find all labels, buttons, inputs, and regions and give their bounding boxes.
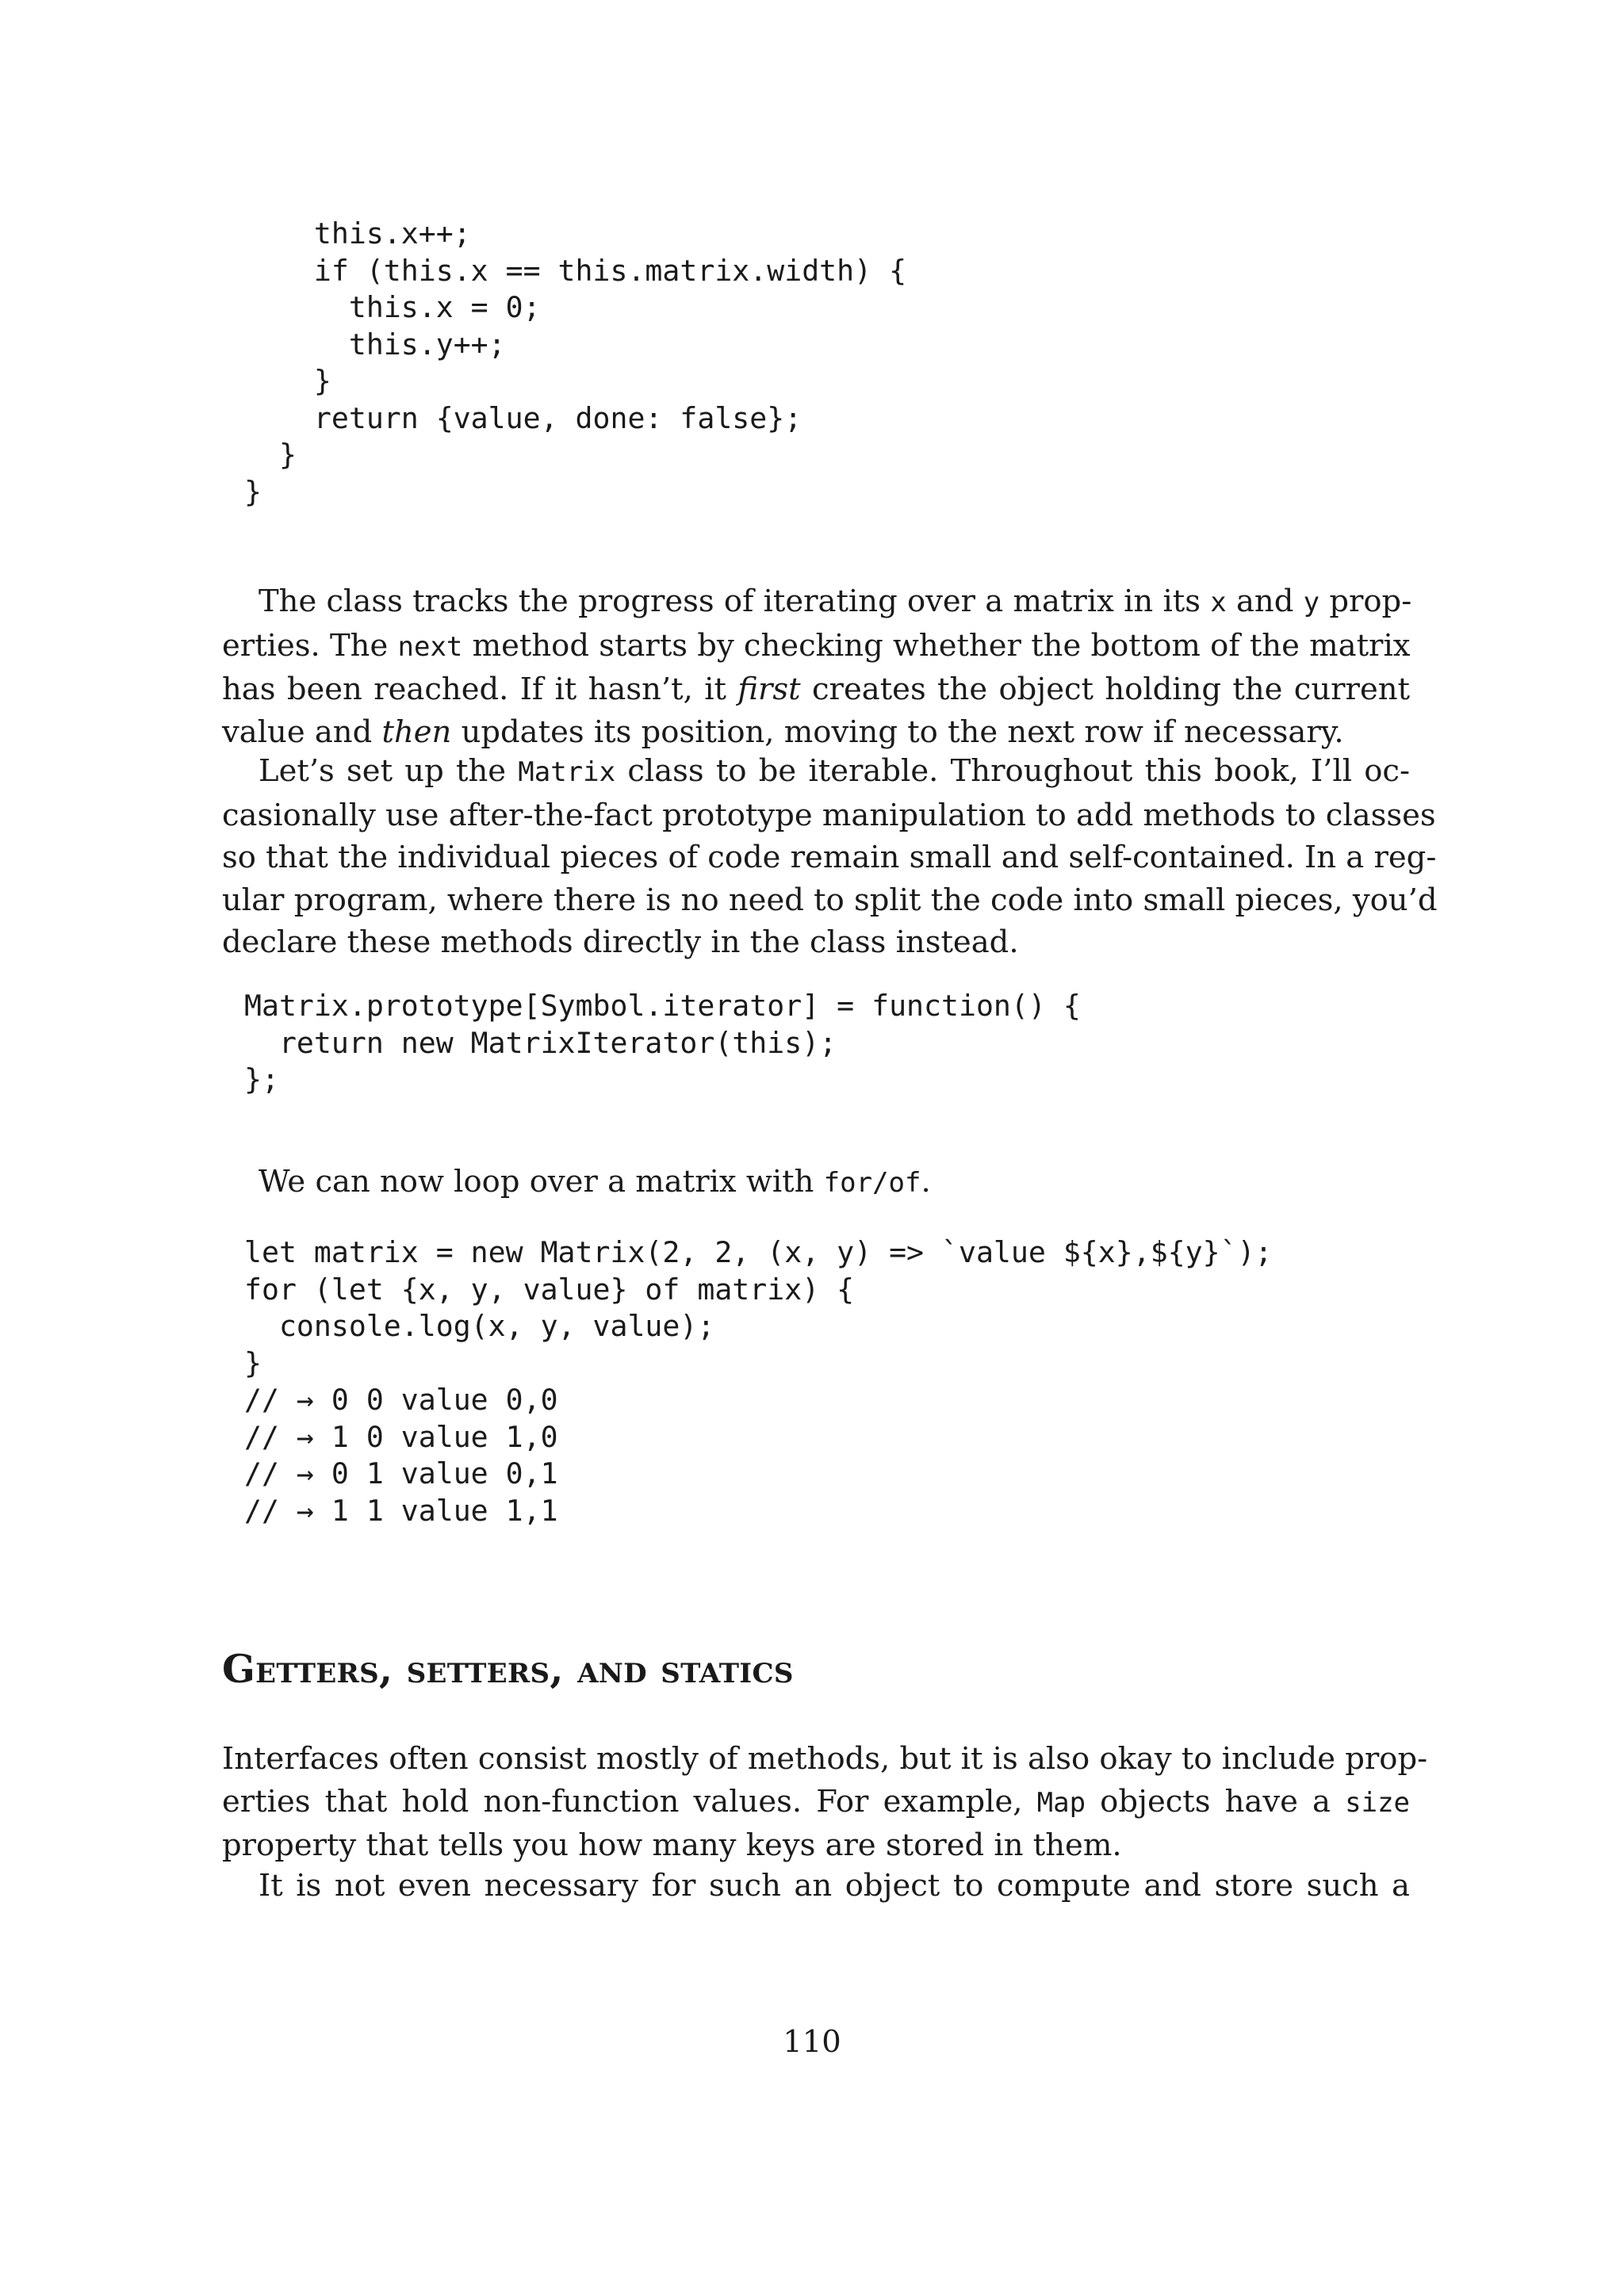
code-line: this.x++; bbox=[244, 216, 471, 251]
text-line: The class tracks the progress of iterating over a matrix in its x and y prop- bbox=[259, 584, 1412, 619]
paragraph-iterator-explanation bbox=[222, 580, 1410, 753]
text-line: property that tells you how many keys are stored in them. bbox=[222, 1827, 1122, 1864]
inline-code: Map bbox=[1036, 1786, 1086, 1819]
inline-code: x bbox=[1210, 587, 1227, 618]
code-line: }; bbox=[244, 1062, 279, 1096]
code-line: } bbox=[244, 1345, 262, 1380]
text-line: It is not even necessary for such an object to compute and store such a bbox=[259, 1868, 1410, 1904]
code-line: this.x = 0; bbox=[244, 290, 541, 324]
code-line: // → 1 0 value 1,0 bbox=[244, 1419, 558, 1454]
code-block-symbol-iterator bbox=[244, 988, 1081, 1099]
paragraph-loop-intro bbox=[222, 1161, 1410, 1205]
text-line: Let’s set up the Matrix class to be iterable. Throughout this book, I’ll oc- bbox=[259, 753, 1410, 789]
text-line: so that the individual pieces of code remain small and self-contained. In a reg- bbox=[222, 840, 1437, 876]
text-line: declare these methods directly in the class instead. bbox=[222, 924, 1019, 961]
code-line: return new MatrixIterator(this); bbox=[244, 1025, 837, 1060]
code-line: let matrix = new Matrix(2, 2, (x, y) => `value ${x},${y}`); bbox=[244, 1235, 1273, 1269]
text-line: casionally use after-the-fact prototype manipulation to add methods to classes bbox=[222, 797, 1436, 833]
inline-code: for/of bbox=[823, 1167, 921, 1199]
emphasis: then bbox=[381, 714, 452, 750]
code-block-loop-example bbox=[244, 1234, 1273, 1529]
emphasis: first bbox=[737, 672, 801, 708]
inline-code: next bbox=[397, 630, 463, 663]
code-line: } bbox=[244, 438, 297, 472]
paragraph-interfaces bbox=[222, 1738, 1428, 1867]
code-block-iterator-end bbox=[244, 216, 906, 511]
inline-code: y bbox=[1303, 587, 1320, 618]
inline-code: Matrix bbox=[518, 756, 616, 788]
paragraph-iterable-setup bbox=[222, 750, 1438, 964]
text-line: ular program, where there is no need to split the code into small pieces, you’d bbox=[222, 882, 1438, 918]
code-line: } bbox=[244, 474, 262, 509]
code-line: if (this.x == this.matrix.width) { bbox=[244, 253, 907, 288]
code-line: // → 0 1 value 0,1 bbox=[244, 1456, 558, 1490]
code-line: // → 1 1 value 1,1 bbox=[244, 1493, 558, 1528]
code-line: // → 0 0 value 0,0 bbox=[244, 1383, 558, 1417]
code-line: this.y++; bbox=[244, 327, 506, 362]
page-number: 110 bbox=[783, 2024, 841, 2060]
text-line: Interfaces often consist mostly of methods, but it is also okay to include prop- bbox=[222, 1741, 1428, 1777]
text-line: value and then updates its position, moving to the next row if necessary. bbox=[222, 714, 1344, 750]
code-line: for (let {x, y, value} of matrix) { bbox=[244, 1272, 855, 1307]
code-line: } bbox=[244, 364, 331, 398]
inline-code: size bbox=[1345, 1786, 1411, 1819]
code-line: return {value, done: false}; bbox=[244, 400, 802, 435]
section-heading: Getters, setters, and statics bbox=[222, 1646, 794, 1692]
text-line: erties that hold non-function values. For example, Map objects have a size bbox=[222, 1783, 1411, 1820]
text-line: has been reached. If it hasn’t, it first creates the object holding the current bbox=[222, 672, 1410, 708]
code-line: console.log(x, y, value); bbox=[244, 1309, 715, 1343]
text-line: We can now loop over a matrix with for/of. bbox=[259, 1164, 931, 1200]
code-line: Matrix.prototype[Symbol.iterator] = function() { bbox=[244, 989, 1081, 1023]
paragraph-not-necessary bbox=[222, 1865, 1410, 1908]
text-line: erties. The next method starts by checking whether the bottom of the matrix bbox=[222, 627, 1411, 664]
